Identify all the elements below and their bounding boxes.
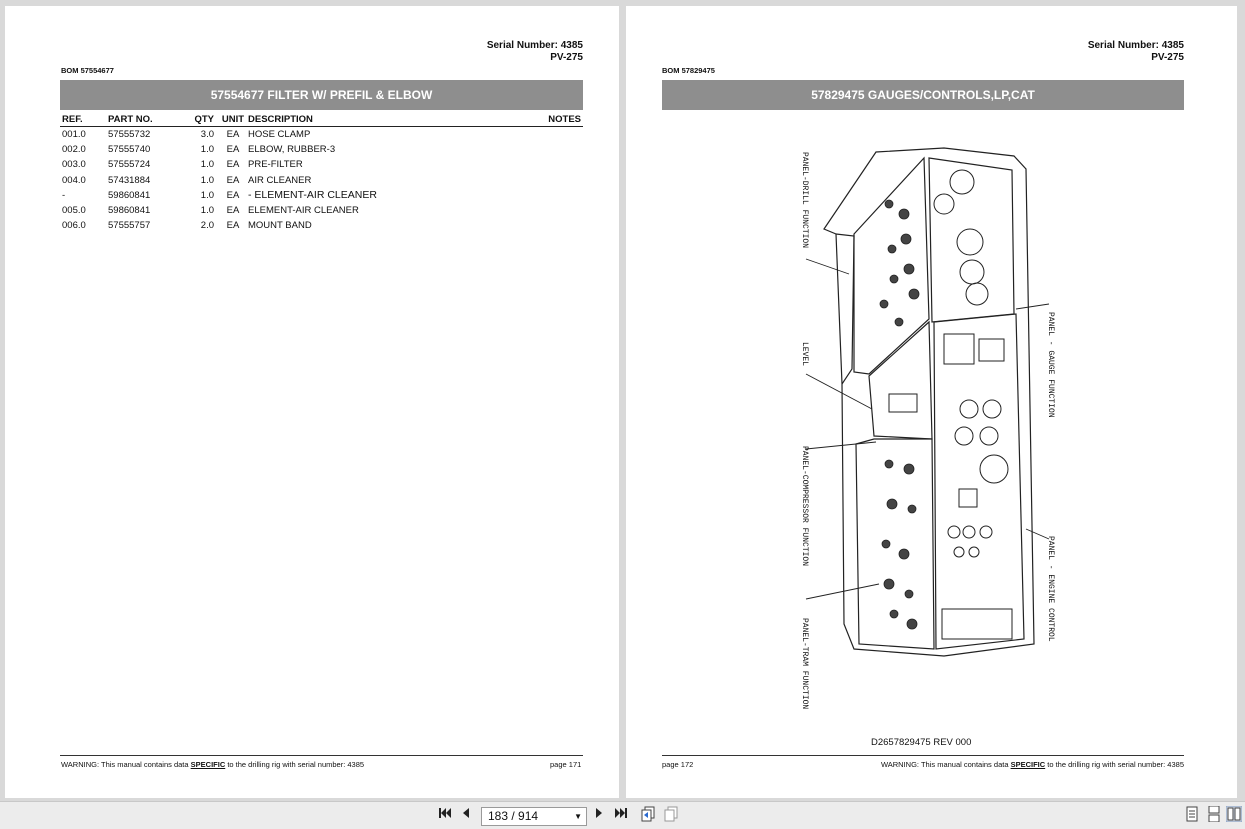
bom-title-bar: 57829475 GAUGES/CONTROLS,LP,CAT	[662, 80, 1184, 110]
serial-number: Serial Number: 4385	[486, 40, 583, 51]
bom-title-bar: 57554677 FILTER W/ PREFIL & ELBOW	[60, 80, 583, 110]
cell-notes	[512, 142, 583, 157]
cell-ref: 006.0	[62, 220, 86, 232]
table-row	[60, 218, 583, 233]
col-ref: REF.	[60, 112, 108, 127]
prev-view-icon[interactable]	[640, 806, 656, 827]
prev-page-icon[interactable]	[461, 806, 471, 825]
cell-unit: EA	[226, 129, 240, 141]
cell-qty: 1.0	[200, 159, 214, 171]
single-page-icon[interactable]	[1186, 806, 1198, 827]
model-name: PV-275	[550, 52, 583, 63]
first-page-icon[interactable]	[438, 806, 452, 825]
warning-text: WARNING: This manual contains data	[880, 760, 1011, 769]
warning-text: WARNING: This manual contains data	[61, 760, 191, 769]
table-row	[60, 142, 583, 157]
cell-part: 57431884	[108, 174, 151, 186]
label-tram-function: PANEL-TRAM FUNCTION	[800, 618, 809, 710]
serial-block	[487, 40, 583, 64]
next-page-icon[interactable]	[594, 806, 604, 825]
cell-ref: -	[62, 189, 66, 201]
footer-rule	[662, 755, 1184, 756]
cell-qty: 1.0	[200, 174, 214, 186]
cell-part: 59860841	[108, 205, 151, 217]
cell-part: 59860841	[108, 189, 151, 201]
page-indicator: 183 / 914	[488, 809, 539, 823]
label-drill-function: PANEL-DRILL FUNCTION	[800, 152, 809, 249]
cell-desc: HOSE CLAMP	[248, 129, 311, 141]
col-notes: NOTES	[512, 112, 583, 127]
table-header-row	[60, 112, 583, 127]
page-number: page 171	[550, 760, 582, 769]
warning-text-suffix: to the drilling rig with serial number: 4385	[225, 760, 365, 769]
right-pdf-page	[626, 6, 1237, 798]
warning-text-suffix: to the drilling rig with serial number: 4385	[1045, 760, 1184, 769]
cell-ref: 002.0	[62, 144, 86, 156]
control-panel-drawing	[794, 144, 1079, 724]
cell-desc: MOUNT BAND	[248, 220, 312, 232]
cell-unit: EA	[226, 189, 240, 201]
cell-unit: EA	[226, 205, 240, 217]
page-number-select[interactable]	[481, 807, 587, 826]
footer-warning	[881, 760, 1184, 769]
cell-part: 57555740	[108, 144, 151, 156]
last-page-icon[interactable]	[614, 806, 628, 825]
cell-notes	[512, 173, 583, 188]
cell-notes	[512, 218, 583, 233]
col-unit: UNIT	[218, 112, 248, 127]
facing-icon[interactable]	[1226, 806, 1242, 827]
cell-notes	[512, 203, 583, 218]
cell-unit: EA	[226, 144, 240, 156]
label-compressor-function: PANEL-COMPRESSOR FUNCTION	[800, 446, 809, 567]
table-row	[60, 188, 583, 203]
left-pdf-page	[5, 6, 619, 798]
cell-qty: 3.0	[200, 129, 214, 141]
cell-part: 57555757	[108, 220, 151, 232]
cell-desc: AIR CLEANER	[248, 174, 312, 186]
cell-ref: 004.0	[62, 174, 86, 186]
table-row	[60, 173, 583, 188]
table-row	[60, 127, 583, 143]
page-number: page 172	[662, 760, 694, 769]
col-description: DESCRIPTION	[248, 112, 512, 127]
viewer-toolbar	[0, 801, 1245, 829]
cell-desc: PRE-FILTER	[248, 159, 303, 171]
cell-notes	[512, 127, 583, 143]
footer-rule	[60, 755, 583, 756]
cell-desc: ELBOW, RUBBER-3	[248, 144, 336, 156]
drawing-id: D2657829475 REV 000	[871, 737, 972, 748]
col-part-no: PART NO.	[108, 112, 186, 127]
table-row	[60, 157, 583, 172]
cell-notes	[512, 188, 583, 203]
cell-qty: 1.0	[200, 144, 214, 156]
cell-part: 57555732	[108, 129, 151, 141]
cell-qty: 1.0	[200, 189, 214, 201]
serial-number: Serial Number: 4385	[1087, 40, 1184, 51]
label-gauge-function: PANEL - GAUGE FUNCTION	[1046, 312, 1055, 418]
footer-warning	[61, 760, 364, 769]
cell-ref: 001.0	[62, 129, 86, 141]
cell-unit: EA	[226, 220, 240, 232]
bom-label: BOM 57554677	[61, 66, 114, 75]
continuous-icon[interactable]	[1208, 806, 1220, 827]
col-qty: QTY	[186, 112, 218, 127]
cell-notes	[512, 157, 583, 172]
bom-label: BOM 57829475	[662, 66, 715, 75]
chevron-down-icon: ▼	[574, 812, 582, 821]
label-engine-control: PANEL - ENGINE CONTROL	[1046, 536, 1055, 642]
cell-part: 57555724	[108, 159, 151, 171]
warning-emphasis: SPECIFIC	[1010, 760, 1046, 769]
cell-ref: 005.0	[62, 205, 86, 217]
cell-desc: - ELEMENT-AIR CLEANER	[248, 189, 377, 202]
model-name: PV-275	[1151, 52, 1184, 63]
cell-unit: EA	[226, 174, 240, 186]
cell-qty: 2.0	[200, 220, 214, 232]
cell-qty: 1.0	[200, 205, 214, 217]
cell-desc: ELEMENT-AIR CLEANER	[248, 205, 359, 217]
label-level: LEVEL	[800, 342, 809, 367]
table-row	[60, 203, 583, 218]
warning-emphasis: SPECIFIC	[190, 760, 226, 769]
serial-block	[1088, 40, 1184, 64]
cell-unit: EA	[226, 159, 240, 171]
cell-ref: 003.0	[62, 159, 86, 171]
parts-table	[60, 112, 583, 233]
next-view-icon[interactable]	[663, 806, 679, 827]
